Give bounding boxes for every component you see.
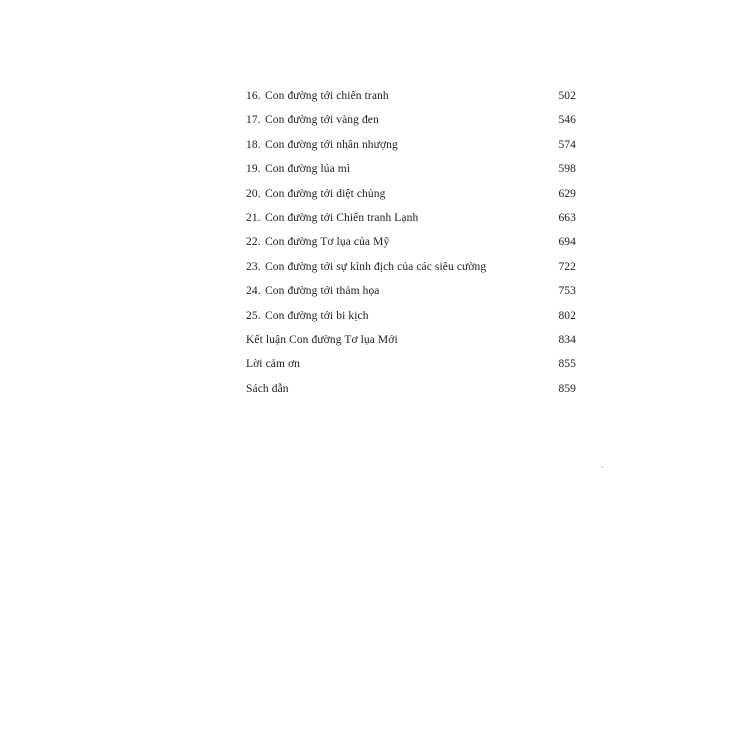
entry-number: 21. [246, 211, 261, 224]
entry-page-number: 855 [558, 358, 576, 371]
entry-page-number: 753 [558, 285, 576, 298]
entry-number: 19. [246, 163, 261, 176]
entry-title: Lời cảm ơn [246, 358, 301, 371]
entry-title: Con đường tới vàng đen [265, 114, 379, 127]
entry-number: 16. [246, 90, 261, 102]
entry-title: Con đường Tơ lụa của Mỹ [265, 236, 390, 249]
entry-page-number: 722 [558, 260, 576, 273]
entry-number: 25. [246, 309, 261, 322]
entry-page-number: 694 [558, 236, 576, 249]
toc-entry [246, 355, 576, 379]
entry-number: 24. [246, 285, 261, 298]
entry-title: Con đường tới sự kình địch của các siêu cường [265, 260, 487, 273]
entry-page-number: 598 [558, 163, 576, 176]
entry-title: Con đường lúa mì [265, 163, 351, 176]
entry-title: Con đường tới bi kịch [265, 309, 369, 322]
entry-title: Con đường tới nhân nhượng [265, 138, 398, 151]
entry-title: Kết luận Con đường Tơ lụa Mới [246, 333, 398, 346]
toc-entry [246, 111, 576, 135]
entry-page-number: 629 [558, 187, 576, 200]
table-of-contents [246, 87, 576, 404]
entry-number: 20. [246, 187, 261, 200]
entry-title: Con đường tới Chiến tranh Lạnh [265, 211, 419, 224]
toc-entry [246, 87, 576, 111]
toc-entry [246, 233, 576, 257]
toc-entry [246, 185, 576, 209]
entry-page-number: 834 [558, 333, 576, 346]
toc-entry [246, 258, 576, 282]
toc-entry [246, 160, 576, 184]
entry-title: Con đường tới diệt chủng [265, 187, 386, 200]
entry-page-number: 802 [558, 309, 576, 322]
entry-page-number: 574 [558, 138, 576, 151]
toc-entry [246, 282, 576, 306]
entry-title: Con đường tới thảm họa [265, 285, 380, 298]
toc-entry [246, 380, 576, 404]
paper-speck [601, 466, 603, 468]
toc-entry [246, 307, 576, 331]
entry-title: Con đường tới chiến tranh [265, 90, 389, 102]
entry-page-number: 502 [558, 90, 576, 102]
entry-page-number: 859 [558, 382, 576, 395]
entry-number: 18. [246, 138, 261, 151]
entry-number: 23. [246, 260, 261, 273]
toc-entry [246, 136, 576, 160]
entry-number: 17. [246, 114, 261, 127]
entry-page-number: 546 [558, 114, 576, 127]
toc-entry [246, 331, 576, 355]
entry-page-number: 663 [558, 211, 576, 224]
toc-entry [246, 209, 576, 233]
entry-number: 22. [246, 236, 261, 249]
entry-title: Sách dẫn [246, 382, 289, 395]
